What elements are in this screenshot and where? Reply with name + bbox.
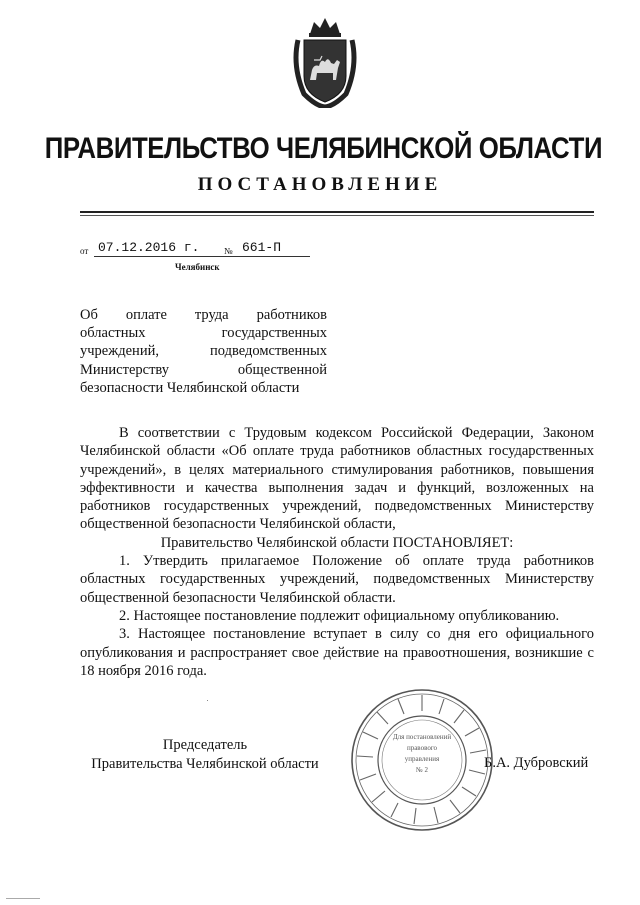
resolution-item: 2. Настоящее постановление подлежит официальному опубликованию.: [119, 607, 560, 624]
date-underline: [94, 256, 244, 257]
stamp-center-text: [392, 732, 452, 776]
resolution-item: 1. Утвердить прилагаемое Положение об оплате труда работников областных государственных учреждений, подведомственных Министерству общественной безопасности Челябинской области.: [80, 553, 594, 606]
separator-dot: [207, 700, 208, 701]
signatory-title-line: Председатель: [162, 737, 248, 753]
subject-line: областных государственных: [80, 325, 327, 342]
stamp-text-line: Для постановлений: [392, 733, 452, 741]
stamp-text-line: правового: [406, 744, 438, 752]
preamble-paragraph: В соответствии с Трудовым кодексом Российской Федерации, Законом Челябинской области «Об оплате труда работников областных государственных учреждений», в целях материального стимулирования работников, повышения эффективности и качества выполнения задач и функций, возложенных на работников государственных учреждений, подведомственных Министерству общественной безопасности Челябинской области,: [80, 425, 594, 533]
date-prefix: от: [80, 246, 89, 256]
stamp-text-line: управления: [404, 755, 440, 763]
stamp-text-line: № 2: [416, 766, 428, 774]
signatory-title-line: Правительства Челябинской области: [91, 756, 319, 772]
coat-of-arms-emblem: [290, 16, 360, 108]
document-subject: [80, 306, 327, 397]
subject-line: Об оплате труда работников: [80, 307, 327, 323]
document-date: 07.12.2016 г.: [98, 240, 200, 255]
number-prefix: №: [224, 246, 233, 256]
city-label: Челябинск: [175, 262, 220, 272]
page-corner-mark: [6, 898, 40, 899]
header-divider-thin: [80, 215, 594, 216]
government-title: ПРАВИТЕЛЬСТВО ЧЕЛЯБИНСКОЙ ОБЛАСТИ: [44, 132, 603, 165]
resolves-line: Правительство Челябинской области ПОСТАНОВЛЯЕТ:: [160, 534, 514, 551]
document-number: 661-П: [242, 240, 282, 255]
signatory-title: [80, 736, 330, 774]
document-body: [80, 424, 594, 680]
subject-line: безопасности Челябинской области: [80, 379, 300, 396]
document-type: ПОСТАНОВЛЕНИЕ: [197, 174, 443, 195]
subject-line: Министерству общественной: [80, 361, 327, 378]
date-number-row: [80, 239, 340, 259]
header-divider: [80, 211, 594, 213]
resolution-item: 3. Настоящее постановление вступает в силу со дня его официального опубликования и распространяет свое действие на правоотношения, возникшие с 18 ноября 2016 года.: [80, 626, 594, 679]
subject-line: учреждений, подведомственных: [80, 343, 327, 360]
signatory-name: Б.А. Дубровский: [484, 755, 589, 771]
number-underline: [238, 256, 310, 257]
official-stamp: [348, 686, 496, 834]
